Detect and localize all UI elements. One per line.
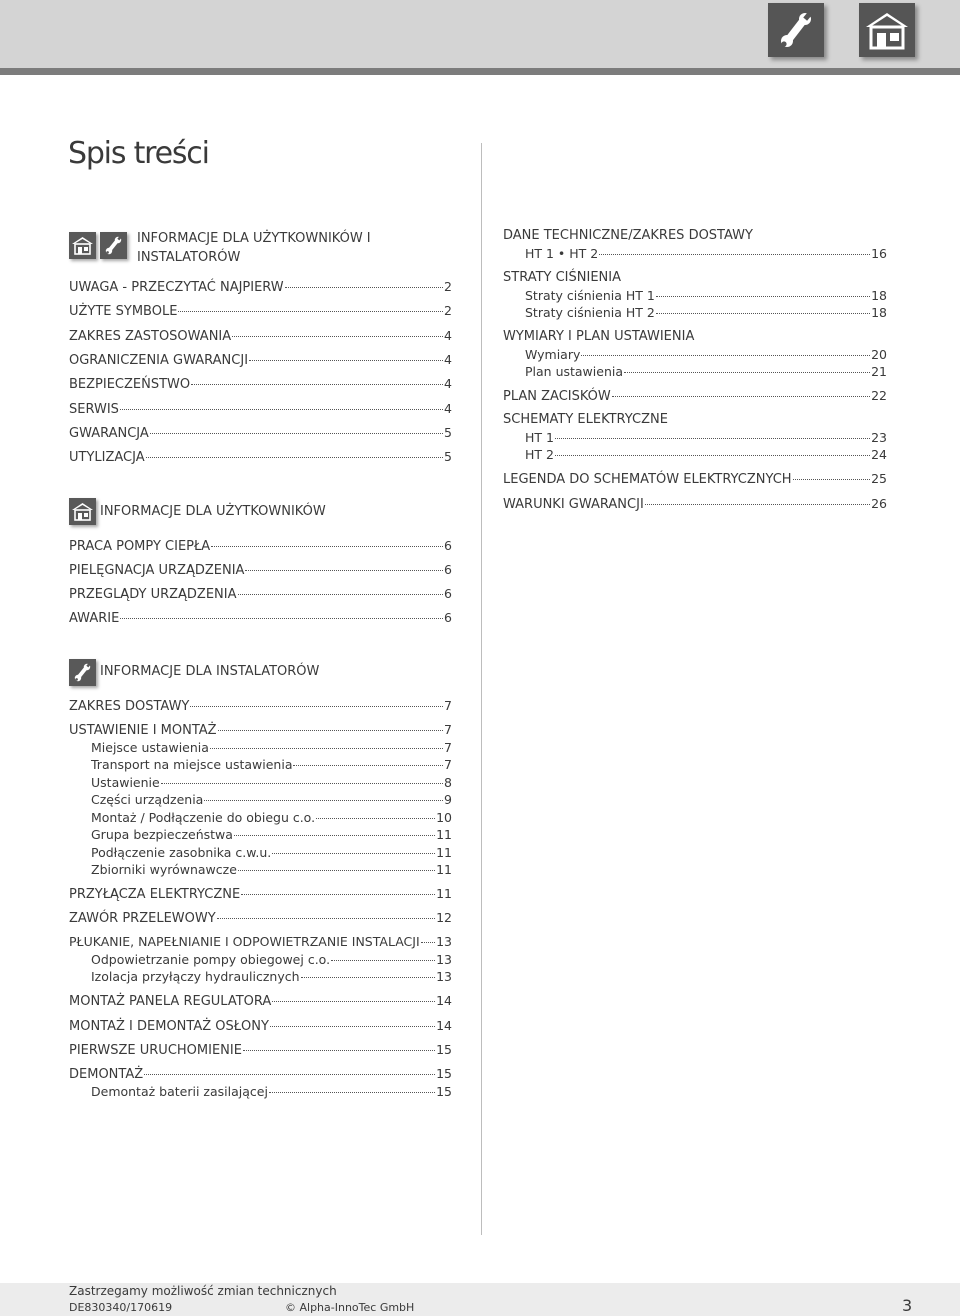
footer-note: Zastrzegamy możliwość zmian technicznych — [69, 1284, 337, 1298]
toc-entry — [91, 740, 452, 756]
toc-entry-label: Części urządzenia — [91, 792, 204, 807]
toc-entry-leader — [241, 894, 435, 895]
toc-entry — [503, 471, 887, 487]
toc-entry-label: Miejsce ustawienia — [91, 740, 209, 755]
toc-entry — [69, 303, 452, 319]
toc-entry-label: WARUNKI GWARANCJI — [503, 497, 644, 512]
toc-entry-label: UWAGA - PRZECZYTAĆ NAJPIERW — [69, 280, 284, 295]
toc-entry-label: PŁUKANIE, NAPEŁNIANIE I ODPOWIETRZANIE INSTALACJI — [69, 934, 420, 949]
toc-entry-label: GWARANCJA — [69, 426, 149, 441]
toc-entry — [69, 610, 452, 626]
toc-entry-page: 22 — [871, 388, 887, 403]
toc-entry-label: DEMONTAŻ — [69, 1067, 144, 1082]
toc-entry-leader — [120, 618, 443, 619]
toc-entry — [69, 698, 452, 714]
toc-entry — [69, 1042, 452, 1058]
toc-entry — [69, 1018, 452, 1034]
toc-entry-page: 7 — [444, 722, 452, 737]
toc-entry — [69, 352, 452, 368]
toc-entry-page: 26 — [871, 496, 887, 511]
footer-doc-id: DE830340/170619 — [69, 1301, 173, 1314]
toc-entry — [525, 430, 887, 446]
toc-entry-label: ZAWÓR PRZELEWOWY — [69, 911, 216, 926]
toc-entry-page: 11 — [436, 827, 452, 842]
toc-entry-leader — [217, 918, 435, 919]
toc-entry-page: 7 — [444, 740, 452, 755]
section-heading-users-installers — [137, 229, 371, 267]
toc-entry-label: OGRANICZENIA GWARANCJI — [69, 353, 249, 368]
toc-entry-label: Demontaż baterii zasilającej — [91, 1084, 268, 1099]
toc-entry — [69, 401, 452, 417]
toc-entry-label: SCHEMATY ELEKTRYCZNE — [503, 412, 668, 427]
toc-entry-leader — [234, 835, 435, 836]
toc-entry — [69, 425, 452, 441]
toc-entry — [69, 993, 452, 1009]
toc-entry — [91, 845, 452, 861]
toc-entry — [69, 376, 452, 392]
toc-entry-leader — [656, 313, 870, 314]
toc-entry — [69, 586, 452, 602]
toc-entry-page: 13 — [436, 969, 452, 984]
toc-entry-label: PRZEGLĄDY URZĄDZENIA — [69, 587, 237, 602]
house-icon — [69, 232, 96, 259]
toc-entry-label: Straty ciśnienia HT 1 — [525, 288, 655, 303]
toc-entry-page: 11 — [436, 886, 452, 901]
toc-entry — [91, 775, 452, 791]
toc-entry-leader — [249, 360, 443, 361]
toc-entry-page: 24 — [871, 447, 887, 462]
toc-entry-page: 11 — [436, 845, 452, 860]
toc-entry — [69, 449, 452, 465]
toc-entry — [503, 270, 887, 286]
toc-entry-label: Plan ustawienia — [525, 364, 624, 379]
wrench-icon — [100, 232, 127, 259]
toc-entry-leader — [272, 853, 435, 854]
toc-entry-label: Montaż / Podłączenie do obiegu c.o. — [91, 810, 316, 825]
toc-entry-leader — [285, 287, 443, 288]
toc-entry — [525, 347, 887, 363]
toc-entry-label: PLAN ZACISKÓW — [503, 389, 611, 404]
toc-entry-leader — [421, 942, 435, 943]
toc-entry-page: 23 — [871, 430, 887, 445]
toc-entry-label: DANE TECHNICZNE/ZAKRES DOSTAWY — [503, 228, 753, 243]
toc-entry-page: 6 — [444, 586, 452, 601]
toc-entry-leader — [316, 818, 435, 819]
toc-entry — [69, 722, 452, 738]
toc-entry — [525, 305, 887, 321]
wrench-icon — [69, 659, 96, 686]
toc-entry — [91, 827, 452, 843]
toc-entry-leader — [599, 254, 870, 255]
toc-entry-label: PRACA POMPY CIEPŁA — [69, 539, 211, 554]
wrench-icon — [768, 3, 824, 57]
toc-entry — [91, 792, 452, 808]
toc-entry-leader — [232, 336, 443, 337]
toc-entry-leader — [150, 433, 443, 434]
toc-entry-page: 6 — [444, 610, 452, 625]
toc-entry-label: WYMIARY I PLAN USTAWIENIA — [503, 329, 695, 344]
toc-entry-page: 15 — [436, 1042, 452, 1057]
toc-entry-page: 18 — [871, 288, 887, 303]
toc-entry — [69, 279, 452, 295]
toc-entry-label: Podłączenie zasobnika c.w.u. — [91, 845, 272, 860]
toc-entry-leader — [581, 355, 870, 356]
toc-entry-label: Zbiorniki wyrównawcze — [91, 862, 237, 877]
toc-entry-leader — [555, 438, 870, 439]
toc-entry-page: 4 — [444, 401, 452, 416]
toc-entry — [525, 288, 887, 304]
toc-entry — [525, 246, 887, 262]
toc-entry-leader — [793, 479, 871, 480]
toc-entry-leader — [612, 396, 870, 397]
toc-entry-page: 25 — [871, 471, 887, 486]
toc-entry-leader — [146, 457, 443, 458]
section-heading-line: INFORMACJE DLA UŻYTKOWNIKÓW I — [137, 231, 371, 246]
toc-entry-page: 18 — [871, 305, 887, 320]
toc-entry-leader — [555, 455, 870, 456]
toc-entry-label: Odpowietrzanie pompy obiegowej c.o. — [91, 952, 331, 967]
toc-entry-page: 14 — [436, 993, 452, 1008]
toc-entry-label: SERWIS — [69, 402, 119, 417]
toc-entry-label: HT 1 — [525, 430, 554, 445]
toc-entry-leader — [120, 409, 443, 410]
toc-entry-label: Grupa bezpieczeństwa — [91, 827, 233, 842]
house-icon — [69, 498, 96, 525]
toc-entry-page: 6 — [444, 538, 452, 553]
toc-entry-page: 8 — [444, 775, 452, 790]
toc-entry-label: PIELĘGNACJA URZĄDZENIA — [69, 563, 245, 578]
page-title: Spis treści — [68, 136, 209, 171]
toc-entry — [525, 364, 887, 380]
toc-entry-leader — [238, 870, 435, 871]
toc-entry-label: STRATY CIŚNIENIA — [503, 270, 621, 285]
toc-entry-leader — [243, 1050, 435, 1051]
toc-entry-label: ZAKRES ZASTOSOWANIA — [69, 329, 232, 344]
toc-entry-page: 12 — [436, 910, 452, 925]
toc-entry-label: MONTAŻ I DEMONTAŻ OSŁONY — [69, 1019, 269, 1034]
toc-entry — [91, 969, 452, 985]
toc-entry-leader — [269, 1092, 435, 1093]
toc-entry-leader — [270, 1026, 435, 1027]
toc-entry — [91, 810, 452, 826]
toc-entry-label: MONTAŻ PANELA REGULATORA — [69, 994, 272, 1009]
toc-entry — [503, 412, 887, 428]
toc-entry — [69, 910, 452, 926]
toc-entry-page: 2 — [444, 303, 452, 318]
toc-entry-page: 7 — [444, 757, 452, 772]
toc-entry-leader — [645, 504, 870, 505]
toc-entry-leader — [656, 296, 870, 297]
toc-entry-page: 11 — [436, 862, 452, 877]
toc-entry-label: Straty ciśnienia HT 2 — [525, 305, 655, 320]
toc-entry — [69, 886, 452, 902]
toc-entry — [91, 862, 452, 878]
toc-entry-leader — [210, 748, 443, 749]
toc-entry — [525, 447, 887, 463]
toc-entry-page: 14 — [436, 1018, 452, 1033]
toc-entry-page: 4 — [444, 328, 452, 343]
toc-entry-label: UŻYTE SYMBOLE — [69, 304, 178, 319]
toc-entry-page: 9 — [444, 792, 452, 807]
toc-entry — [69, 328, 452, 344]
toc-entry-label: Izolacja przyłączy hydraulicznych — [91, 969, 300, 984]
toc-entry — [69, 1066, 452, 1082]
toc-entry — [69, 538, 452, 554]
toc-entry-page: 5 — [444, 425, 452, 440]
toc-entry-leader — [245, 570, 443, 571]
toc-entry-label: Transport na miejsce ustawienia — [91, 757, 293, 772]
toc-entry-page: 5 — [444, 449, 452, 464]
section-heading-line: INSTALATORÓW — [137, 250, 241, 265]
toc-entry-label: PRZYŁĄCZA ELEKTRYCZNE — [69, 887, 241, 902]
footer-copyright: © Alpha-InnoTec GmbH — [285, 1301, 415, 1314]
toc-entry-label: BEZPIECZEŃSTWO — [69, 377, 191, 392]
toc-entry-leader — [218, 730, 443, 731]
header-rule — [0, 68, 960, 75]
toc-entry-page: 15 — [436, 1084, 452, 1099]
toc-entry-page: 10 — [436, 810, 452, 825]
toc-entry-leader — [204, 800, 443, 801]
toc-entry-leader — [301, 977, 436, 978]
toc-entry-page: 2 — [444, 279, 452, 294]
toc-entry-leader — [272, 1001, 435, 1002]
toc-entry — [91, 1084, 452, 1100]
section-heading-installers: INFORMACJE DLA INSTALATORÓW — [100, 664, 320, 679]
page-number: 3 — [902, 1296, 913, 1315]
toc-entry-label: USTAWIENIE I MONTAŻ — [69, 723, 217, 738]
toc-entry-page: 4 — [444, 352, 452, 367]
toc-entry-leader — [624, 372, 870, 373]
toc-entry — [69, 562, 452, 578]
toc-entry — [91, 952, 452, 968]
toc-entry-leader — [293, 765, 443, 766]
toc-entry-label: Ustawienie — [91, 775, 160, 790]
toc-entry-page: 20 — [871, 347, 887, 362]
section-heading-users: INFORMACJE DLA UŻYTKOWNIKÓW — [100, 504, 326, 519]
toc-entry-label: Wymiary — [525, 347, 581, 362]
toc-entry-label: AWARIE — [69, 611, 120, 626]
toc-entry-label: HT 1 • HT 2 — [525, 246, 599, 261]
toc-entry — [503, 496, 887, 512]
toc-entry-label: HT 2 — [525, 447, 554, 462]
toc-entry-leader — [191, 384, 443, 385]
toc-entry-page: 16 — [871, 246, 887, 261]
toc-entry-leader — [178, 311, 443, 312]
toc-entry-leader — [238, 594, 444, 595]
toc-entry — [503, 329, 887, 345]
toc-entry-page: 21 — [871, 364, 887, 379]
column-divider — [481, 143, 482, 1235]
toc-entry-label: UTYLIZACJA — [69, 450, 145, 465]
house-icon — [859, 3, 915, 57]
toc-entry-page: 6 — [444, 562, 452, 577]
toc-entry-page: 4 — [444, 376, 452, 391]
toc-entry-page: 15 — [436, 1066, 452, 1081]
toc-entry-page: 7 — [444, 698, 452, 713]
toc-entry-label: ZAKRES DOSTAWY — [69, 699, 190, 714]
toc-entry — [69, 934, 452, 950]
toc-entry-leader — [161, 783, 443, 784]
toc-entry — [503, 228, 887, 244]
toc-entry-label: LEGENDA DO SCHEMATÓW ELEKTRYCZNYCH — [503, 472, 792, 487]
toc-entry-leader — [211, 546, 443, 547]
toc-entry-page: 13 — [436, 952, 452, 967]
toc-entry-page: 13 — [436, 934, 452, 949]
toc-entry — [91, 757, 452, 773]
toc-entry-label: PIERWSZE URUCHOMIENIE — [69, 1043, 242, 1058]
toc-entry-leader — [144, 1074, 435, 1075]
toc-entry-leader — [331, 960, 435, 961]
toc-entry-leader — [190, 706, 443, 707]
toc-entry — [503, 388, 887, 404]
